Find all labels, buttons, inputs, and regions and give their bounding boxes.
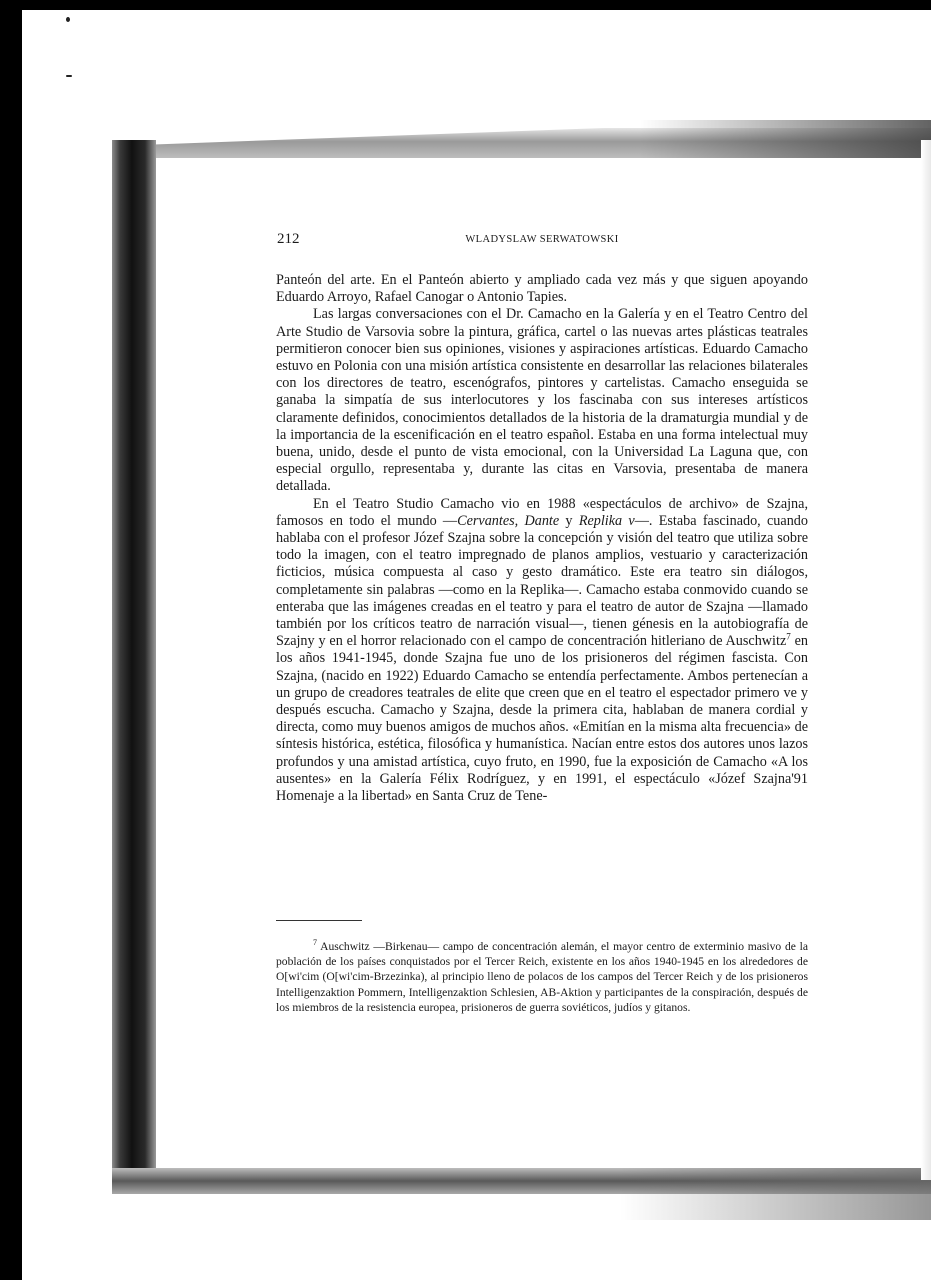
scan-speck [66,75,72,77]
scan-speck [66,17,70,22]
work-title: Cervantes, Dante [457,512,560,529]
footnote-reference: 7 [786,631,791,642]
work-title: Replika v [578,512,635,529]
body-text [276,272,808,805]
running-head: WLADYSLAW SERWATOWSKI [465,234,619,245]
page-edge-right [921,140,931,1180]
footnote-number: 7 [313,938,317,948]
paragraph [276,496,808,806]
paragraph-text: En el Teatro Studio Camacho vio en 1988 «espectáculos de archivo» de Szajna, famosos en todo el mundo — [276,495,808,529]
page-gutter-shadow [112,140,156,1190]
footnote-rule [276,920,362,921]
scan-border-top [0,0,931,10]
footnote-text: Auschwitz —Birkenau— campo de concentración alemán, el mayor centro de exterminio masivo de la población de los países conquistados por el Tercer Reich, existente en los años 1940-1945 en los alrededores de O[wi'cim (O[wi'cim-Brzezinka), al principio lleno de polacos de los campos del Tercer Reich y de los prisioneros Intelligenzaktion Pommern, Intelligenzaktion Schlesien, AB-Aktion y participantes de la conspiración, después de los miembros de la resistencia europea, prisioneros de guerra soviéticos, judíos y gitanos. [276,940,808,1014]
paragraph-text: en los años 1941-1945, donde Szajna fue uno de los prisioneros del régimen fascista. Con Szajna, (nacido en 1922) Eduardo Camacho se entendía perfectamente. Ambos pertenecían a un grupo de creadores teatrales de elite que creen que en el teatro el espectador primero ve y después escucha. Camacho y Szajna, desde la primera cita, hablaban de manera cordial y directa, como muy buenos amigos de muchos años. «Emitían en la misma alta frecuencia» de síntesis histórica, estética, filosófica y humanística. Nacían entre estos dos autores unos lazos profundos y una amistad artística, cuyo fruto, en 1990, fue la exposición de Camacho «A los ausentes» en la Galería Félix Rodríguez, y en 1991, el espectáculo «Józef Szajna'91 Homenaje a la libertad» en Santa Cruz de Tene- [276,633,808,805]
paragraph-text: —. Estaba fascinado, cuando hablaba con el profesor Józef Szajna sobre la concepción y visión del teatro que utiliza sobre todo la imagen, con el teatro impregnado de planos amplios, vestuario y caracterización ficticios, música compuesta al caso y gesto dramático. Este era teatro sin diálogos, completamente sin palabras —como en la Replika—. Camacho estaba conmovido cuando se enteraba que las imágenes creadas en el teatro y para el teatro de autor de Szajna —llamado también por los críticos teatro de narración visual—, tienen génesis en la autobiografía de Szajny y en el horror relacionado con el campo de concentración hitleriano de Auschwitz [276,512,808,650]
page-header [276,229,808,251]
paragraph-text: y [559,512,579,529]
page-number: 212 [277,231,300,247]
paragraph: Las largas conversaciones con el Dr. Camacho en la Galería y en el Teatro Centro del Arte Studio de Varsovia sobre la pintura, gráfica, cartel o las nuevas artes plásticas teatrales permitieron conocer bien sus opiniones, visiones y aspiraciones artísticas. Eduardo Camacho estuvo en Polonia con una misión artística consistente en desarrollar las relaciones bilaterales con los directores de teatro, escenógrafos, pintores y cartelistas. Camacho enseguida se ganaba la simpatía de sus interlocutores y los fascinaba con sus intereses artísticos claramente definidos, conocimientos detallados de la historia de la dramaturgia mundial y de la importancia de la escenificación en el teatro español. Estaba en una forma intelectual muy buena, unido, desde el punto de vista emocional, con la Universidad La Laguna que, con especial orgullo, representaba y, durante las citas en Varsovia, presentaba de manera detallada. [276,306,808,495]
scan-border-left [0,0,22,1280]
page-edge-shadow [640,120,931,160]
footnote [276,939,808,1015]
page-content [276,229,808,805]
paragraph: Panteón del arte. En el Panteón abierto y ampliado cada vez más y que siguen apoyando Eduardo Arroyo, Rafael Canogar o Antonio Tapies. [276,272,808,306]
page-edge-shadow [620,1160,931,1220]
